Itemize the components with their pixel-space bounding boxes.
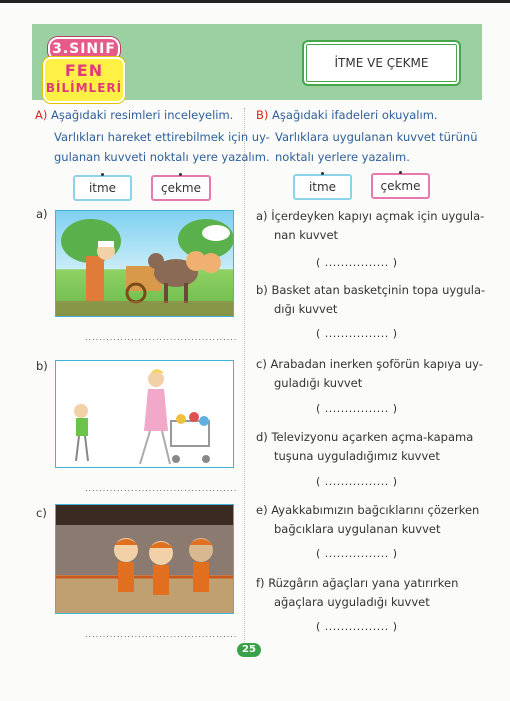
- answer-slot-f: ( ................ ): [316, 620, 398, 633]
- answer-blank-a: ...........................................: [85, 333, 238, 342]
- shopping-cart-illustration: [56, 361, 233, 467]
- dot-mark: [101, 173, 104, 176]
- answer-slot-d: ( ................ ): [316, 475, 398, 488]
- answer-slot-c: ( ................ ): [316, 402, 398, 415]
- picture-donkey-cart: [55, 210, 234, 317]
- donkey-cart-illustration: [56, 211, 233, 316]
- topic-title: İTME VE ÇEKME: [302, 40, 461, 86]
- question-line1: Televizyonu açarken açma-kapama: [271, 430, 474, 444]
- section-a-line3: gulanan kuvveti noktalı yere yazalım.: [54, 150, 270, 164]
- section-a-line1: Aşağıdaki resimleri inceleyelim.: [51, 108, 234, 122]
- option-cekme-a: [151, 175, 211, 201]
- option-cekme-b: [371, 173, 430, 199]
- section-a-instruction: [35, 104, 233, 126]
- page-number: 25: [237, 643, 261, 657]
- section-b-line1: Aşağıdaki ifadeleri okuyalım.: [272, 108, 438, 122]
- question-c: [256, 355, 483, 393]
- answer-slot-b: ( ................ ): [316, 327, 398, 340]
- section-a-letter: A): [35, 108, 48, 122]
- column-divider: [244, 108, 245, 648]
- option-label: itme: [308, 180, 337, 194]
- question-letter: a): [256, 209, 268, 223]
- question-letter: b): [256, 283, 268, 297]
- item-b-letter: b): [36, 359, 48, 373]
- question-f: [256, 574, 458, 612]
- scan-edge: [0, 0, 510, 3]
- question-b: [256, 281, 485, 319]
- question-e: [256, 501, 479, 539]
- question-line1: Arabadan inerken şoförün kapıya uy-: [270, 357, 483, 371]
- answer-blank-b: ...........................................: [85, 484, 238, 493]
- question-line1: Rüzgârın ağaçları yana yatırırken: [268, 576, 459, 590]
- section-b-instruction: [256, 104, 438, 126]
- tug-of-war-illustration: [56, 505, 233, 613]
- grade-badge: 3.SINIF: [48, 37, 120, 61]
- question-line1: İçerdeyken kapıyı açmak için uygula-: [271, 209, 485, 223]
- answer-blank-c: ...........................................: [85, 630, 238, 639]
- question-letter: d): [256, 430, 268, 444]
- option-label: itme: [88, 181, 117, 195]
- question-letter: c): [256, 357, 267, 371]
- section-b-letter: B): [256, 108, 269, 122]
- question-line2: tuşuna uyguladığımız kuvvet: [274, 449, 440, 463]
- question-line2: ağaçlara uyguladığı kuvvet: [274, 595, 430, 609]
- question-line2: bağcıklara uygulanan kuvvet: [274, 522, 441, 536]
- option-label: çekme: [160, 181, 201, 195]
- item-c-letter: c): [36, 506, 47, 520]
- section-b-line2: Varlıklara uygulanan kuvvet türünü: [275, 130, 478, 144]
- question-d: [256, 428, 473, 466]
- answer-slot-e: ( ................ ): [316, 547, 398, 560]
- option-itme-a: [73, 175, 132, 201]
- dot-mark: [179, 173, 182, 176]
- subject-line1: FEN: [64, 61, 104, 80]
- option-label: çekme: [380, 179, 421, 193]
- question-line2: guladığı kuvvet: [274, 376, 363, 390]
- picture-shopping-cart: [55, 360, 234, 468]
- answer-slot-a: ( ................ ): [316, 256, 398, 269]
- item-a-letter: a): [36, 207, 48, 221]
- question-line1: Ayakkabımızın bağcıklarını çözerken: [271, 503, 480, 517]
- section-a-line2: Varlıkları hareket ettirebilmek için uy-: [54, 130, 270, 144]
- picture-tug-of-war: [55, 504, 234, 614]
- question-a: [256, 207, 484, 245]
- section-b-line3: noktalı yerlere yazalım.: [275, 150, 410, 164]
- question-line2: dığı kuvvet: [274, 302, 338, 316]
- question-letter: f): [256, 576, 265, 590]
- question-line2: nan kuvvet: [274, 228, 339, 242]
- subject-line2: BİLİMLERİ: [45, 81, 123, 95]
- option-itme-b: [293, 174, 352, 200]
- question-line1: Basket atan basketçinin topa uygula-: [271, 283, 486, 297]
- dot-mark: [399, 171, 402, 174]
- question-letter: e): [256, 503, 268, 517]
- subject-badge: [43, 57, 125, 103]
- dot-mark: [321, 172, 324, 175]
